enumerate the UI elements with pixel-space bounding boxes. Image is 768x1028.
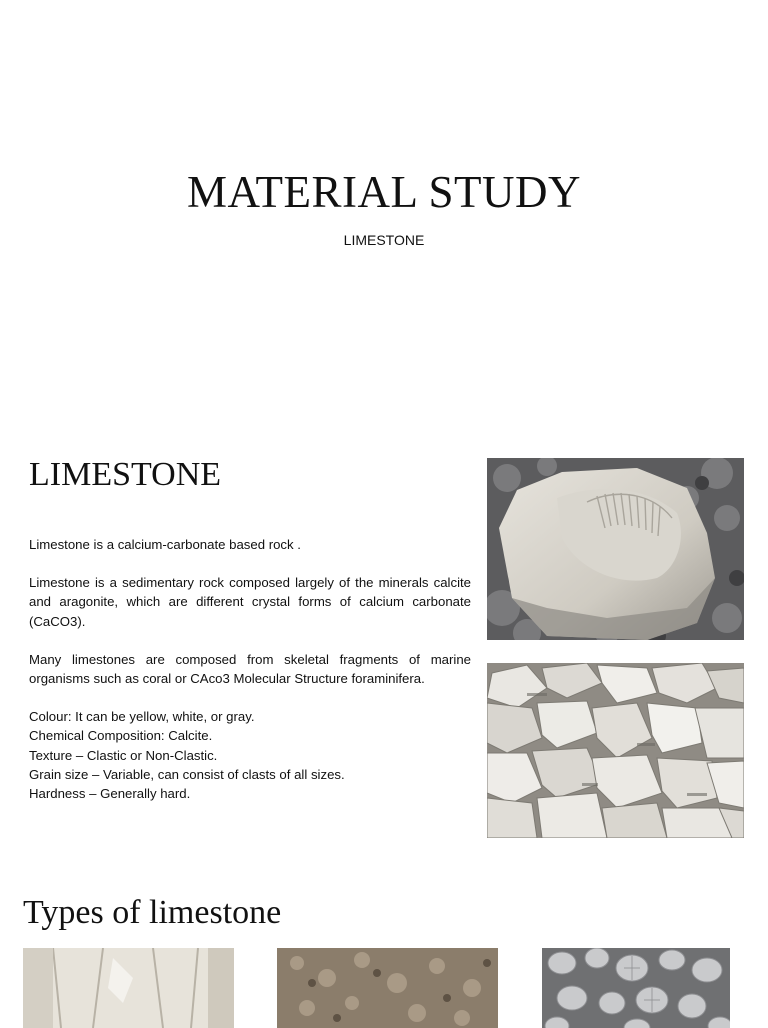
property-grain-size: Grain size – Variable, can consist of clasts of all sizes.: [29, 766, 345, 782]
paragraph-organisms: Many limestones are composed from skeletal fragments of marine organisms such as coral or CAco3 Molecular Structure foraminifera.: [29, 651, 471, 687]
property-composition: Chemical Composition: Calcite.: [29, 728, 213, 744]
coquina-limestone-photo: [542, 948, 730, 1028]
page-subtitle: LIMESTONE: [343, 232, 425, 248]
limestone-description: [29, 535, 471, 803]
chalk-limestone-photo: [23, 948, 234, 1028]
page-title: MATERIAL STUDY: [186, 167, 582, 217]
property-texture: Texture – Clastic or Non-Clastic.: [29, 747, 218, 763]
types-heading: Types of limestone: [23, 894, 282, 931]
property-colour: Colour: It can be yellow, white, or gray.: [29, 709, 255, 725]
intro-text: Limestone is a calcium-carbonate based rock .: [29, 537, 301, 552]
title-slide: [0, 0, 768, 430]
limestone-chunks-photo: [487, 663, 744, 838]
tufa-limestone-photo: [277, 948, 498, 1028]
paragraph-composition: Limestone is a sedimentary rock composed largely of the minerals calcite and aragonite, which are different crystal forms of calcium carbonate (CaCO3).: [29, 575, 471, 629]
limestone-heading: LIMESTONE: [29, 456, 222, 493]
fossil-limestone-photo: [487, 458, 744, 640]
property-hardness: Hardness – Generally hard.: [29, 786, 191, 802]
